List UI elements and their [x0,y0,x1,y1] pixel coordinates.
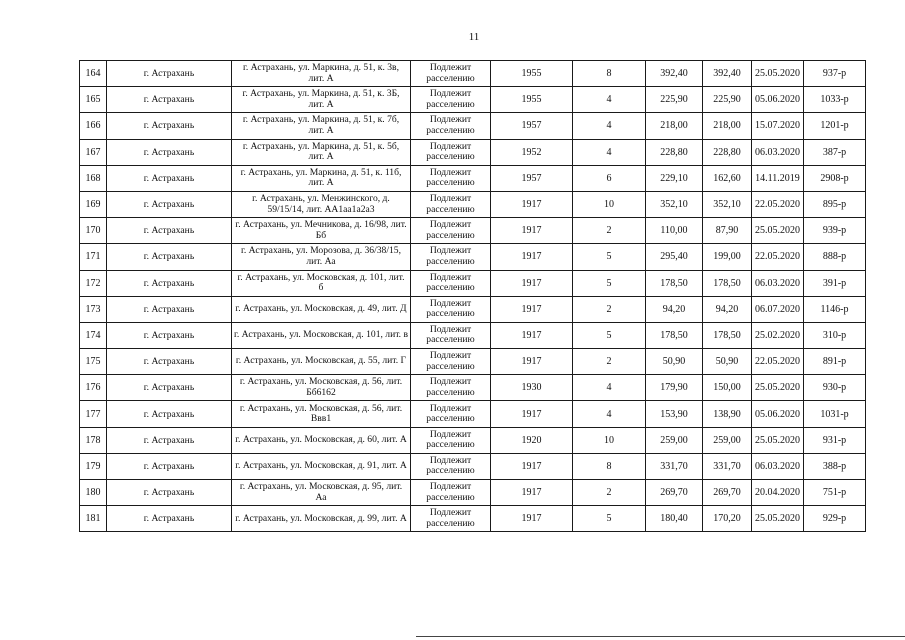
cell-count: 5 [573,506,646,532]
cell-date: 15.07.2020 [752,113,804,139]
cell-year: 1955 [491,87,573,113]
cell-area-living: 228,80 [703,139,752,165]
cell-order: 391-р [804,270,866,296]
cell-city: г. Астрахань [107,139,232,165]
cell-date: 06.07.2020 [752,296,804,322]
cell-order: 937-р [804,61,866,87]
cell-area-total: 179,90 [646,375,703,401]
cell-count: 10 [573,191,646,217]
cell-area-living: 94,20 [703,296,752,322]
cell-area-living: 331,70 [703,453,752,479]
table-row [80,244,866,270]
cell-status: Подлежит расселению [411,87,491,113]
cell-area-living: 162,60 [703,165,752,191]
cell-address: г. Астрахань, ул. Московская, д. 95, лит. Аа [232,480,411,506]
cell-city: г. Астрахань [107,349,232,375]
cell-area-living: 218,00 [703,113,752,139]
housing-registry-table [79,60,866,532]
cell-order: 930-р [804,375,866,401]
cell-area-living: 150,00 [703,375,752,401]
cell-order: 891-р [804,349,866,375]
cell-count: 5 [573,270,646,296]
cell-area-living: 199,00 [703,244,752,270]
cell-address: г. Астрахань, ул. Московская, д. 101, лит. в [232,322,411,348]
cell-year: 1917 [491,506,573,532]
cell-date: 20.04.2020 [752,480,804,506]
cell-area-total: 295,40 [646,244,703,270]
cell-city: г. Астрахань [107,427,232,453]
cell-year: 1917 [491,270,573,296]
cell-status: Подлежит расселению [411,427,491,453]
cell-status: Подлежит расселению [411,375,491,401]
cell-date: 22.05.2020 [752,191,804,217]
cell-order: 751-р [804,480,866,506]
cell-count: 4 [573,113,646,139]
cell-city: г. Астрахань [107,218,232,244]
cell-city: г. Астрахань [107,165,232,191]
cell-area-total: 94,20 [646,296,703,322]
cell-status: Подлежит расселению [411,113,491,139]
cell-date: 22.05.2020 [752,244,804,270]
cell-area-living: 225,90 [703,87,752,113]
cell-year: 1930 [491,375,573,401]
cell-year: 1917 [491,191,573,217]
cell-address: г. Астрахань, ул. Мечникова, д. 16/98, лит. Бб [232,218,411,244]
cell-number: 177 [80,401,107,427]
cell-address: г. Астрахань, ул. Московская, д. 101, лит. б [232,270,411,296]
cell-area-total: 259,00 [646,427,703,453]
cell-order: 929-р [804,506,866,532]
cell-order: 1201-р [804,113,866,139]
cell-order: 1146-р [804,296,866,322]
cell-city: г. Астрахань [107,322,232,348]
cell-date: 25.05.2020 [752,218,804,244]
cell-year: 1917 [491,296,573,322]
cell-year: 1955 [491,61,573,87]
cell-area-living: 392,40 [703,61,752,87]
cell-city: г. Астрахань [107,375,232,401]
cell-date: 25.05.2020 [752,375,804,401]
cell-year: 1917 [491,244,573,270]
cell-status: Подлежит расселению [411,506,491,532]
cell-area-total: 50,90 [646,349,703,375]
cell-date: 06.03.2020 [752,139,804,165]
cell-count: 2 [573,480,646,506]
cell-address: г. Астрахань, ул. Маркина, д. 51, к. 3Б, лит. А [232,87,411,113]
cell-year: 1917 [491,322,573,348]
table-row [80,191,866,217]
cell-count: 4 [573,375,646,401]
cell-date: 25.05.2020 [752,427,804,453]
table-row [80,139,866,165]
cell-address: г. Астрахань, ул. Маркина, д. 51, к. 11б, лит. А [232,165,411,191]
cell-number: 179 [80,453,107,479]
cell-status: Подлежит расселению [411,191,491,217]
cell-number: 173 [80,296,107,322]
cell-area-total: 392,40 [646,61,703,87]
cell-city: г. Астрахань [107,87,232,113]
cell-address: г. Астрахань, ул. Маркина, д. 51, к. 5б, лит. А [232,139,411,165]
cell-order: 2908-р [804,165,866,191]
cell-date: 06.03.2020 [752,453,804,479]
table-row [80,401,866,427]
cell-year: 1917 [491,218,573,244]
cell-address: г. Астрахань, ул. Московская, д. 99, лит. А [232,506,411,532]
cell-year: 1917 [491,453,573,479]
cell-address: г. Астрахань, ул. Менжинского, д. 59/15/14, лит. АА1аа1а2а3 [232,191,411,217]
cell-status: Подлежит расселению [411,139,491,165]
cell-number: 168 [80,165,107,191]
cell-order: 895-р [804,191,866,217]
cell-year: 1917 [491,349,573,375]
table-row [80,375,866,401]
cell-address: г. Астрахань, ул. Морозова, д. 36/38/15, лит. Аа [232,244,411,270]
cell-number: 165 [80,87,107,113]
cell-year: 1952 [491,139,573,165]
cell-area-total: 352,10 [646,191,703,217]
cell-area-living: 352,10 [703,191,752,217]
cell-address: г. Астрахань, ул. Московская, д. 60, лит. А [232,427,411,453]
cell-date: 25.05.2020 [752,61,804,87]
cell-status: Подлежит расселению [411,296,491,322]
cell-status: Подлежит расселению [411,165,491,191]
table-row [80,427,866,453]
cell-area-total: 110,00 [646,218,703,244]
table-row [80,165,866,191]
cell-year: 1920 [491,427,573,453]
cell-number: 164 [80,61,107,87]
bottom-rule [416,636,905,637]
table-row [80,61,866,87]
table-body [80,61,866,532]
cell-city: г. Астрахань [107,401,232,427]
cell-count: 8 [573,61,646,87]
table-row [80,349,866,375]
table-row [80,453,866,479]
cell-city: г. Астрахань [107,453,232,479]
cell-number: 172 [80,270,107,296]
cell-order: 388-р [804,453,866,479]
cell-order: 387-р [804,139,866,165]
cell-area-living: 138,90 [703,401,752,427]
cell-status: Подлежит расселению [411,349,491,375]
cell-number: 171 [80,244,107,270]
table-row [80,87,866,113]
cell-city: г. Астрахань [107,244,232,270]
cell-address: г. Астрахань, ул. Маркина, д. 51, к. 7б, лит. А [232,113,411,139]
cell-area-living: 50,90 [703,349,752,375]
cell-area-total: 218,00 [646,113,703,139]
table-row [80,113,866,139]
cell-area-total: 269,70 [646,480,703,506]
cell-area-total: 153,90 [646,401,703,427]
cell-city: г. Астрахань [107,506,232,532]
cell-area-living: 259,00 [703,427,752,453]
cell-number: 181 [80,506,107,532]
cell-number: 176 [80,375,107,401]
table-row [80,218,866,244]
cell-city: г. Астрахань [107,113,232,139]
cell-city: г. Астрахань [107,61,232,87]
cell-year: 1957 [491,113,573,139]
cell-count: 2 [573,218,646,244]
table-row [80,296,866,322]
cell-status: Подлежит расселению [411,244,491,270]
cell-city: г. Астрахань [107,270,232,296]
cell-area-total: 229,10 [646,165,703,191]
cell-number: 169 [80,191,107,217]
cell-area-total: 331,70 [646,453,703,479]
cell-area-living: 170,20 [703,506,752,532]
cell-area-total: 178,50 [646,322,703,348]
cell-order: 1033-р [804,87,866,113]
cell-date: 06.03.2020 [752,270,804,296]
cell-status: Подлежит расселению [411,401,491,427]
cell-number: 167 [80,139,107,165]
cell-area-living: 178,50 [703,322,752,348]
cell-number: 170 [80,218,107,244]
cell-area-total: 178,50 [646,270,703,296]
cell-count: 5 [573,244,646,270]
cell-year: 1917 [491,480,573,506]
cell-order: 888-р [804,244,866,270]
cell-status: Подлежит расселению [411,61,491,87]
cell-date: 14.11.2019 [752,165,804,191]
cell-city: г. Астрахань [107,296,232,322]
cell-number: 175 [80,349,107,375]
cell-area-living: 269,70 [703,480,752,506]
cell-address: г. Астрахань, ул. Маркина, д. 51, к. 3в, лит. А [232,61,411,87]
cell-count: 2 [573,349,646,375]
table-row [80,270,866,296]
cell-address: г. Астрахань, ул. Московская, д. 56, лит. Ввв1 [232,401,411,427]
cell-area-total: 228,80 [646,139,703,165]
cell-status: Подлежит расселению [411,270,491,296]
cell-year: 1957 [491,165,573,191]
cell-date: 25.05.2020 [752,506,804,532]
cell-date: 05.06.2020 [752,87,804,113]
cell-city: г. Астрахань [107,191,232,217]
cell-status: Подлежит расселению [411,218,491,244]
cell-number: 178 [80,427,107,453]
cell-count: 4 [573,401,646,427]
cell-address: г. Астрахань, ул. Московская, д. 91, лит. А [232,453,411,479]
table-row [80,322,866,348]
cell-status: Подлежит расселению [411,480,491,506]
table-row [80,506,866,532]
cell-order: 931-р [804,427,866,453]
cell-count: 6 [573,165,646,191]
cell-address: г. Астрахань, ул. Московская, д. 49, лит. Д [232,296,411,322]
cell-count: 2 [573,296,646,322]
cell-area-living: 178,50 [703,270,752,296]
cell-number: 174 [80,322,107,348]
cell-order: 939-р [804,218,866,244]
cell-city: г. Астрахань [107,480,232,506]
cell-count: 4 [573,87,646,113]
cell-count: 10 [573,427,646,453]
cell-date: 25.02.2020 [752,322,804,348]
table-row [80,480,866,506]
cell-order: 1031-р [804,401,866,427]
cell-area-total: 225,90 [646,87,703,113]
page-number: 11 [468,31,480,43]
cell-area-living: 87,90 [703,218,752,244]
cell-address: г. Астрахань, ул. Московская, д. 55, лит. Г [232,349,411,375]
cell-date: 05.06.2020 [752,401,804,427]
cell-area-total: 180,40 [646,506,703,532]
cell-year: 1917 [491,401,573,427]
cell-address: г. Астрахань, ул. Московская, д. 56, лит. Бб6162 [232,375,411,401]
cell-order: 310-р [804,322,866,348]
cell-count: 8 [573,453,646,479]
cell-date: 22.05.2020 [752,349,804,375]
cell-number: 166 [80,113,107,139]
cell-count: 5 [573,322,646,348]
cell-status: Подлежит расселению [411,453,491,479]
cell-number: 180 [80,480,107,506]
cell-status: Подлежит расселению [411,322,491,348]
cell-count: 4 [573,139,646,165]
